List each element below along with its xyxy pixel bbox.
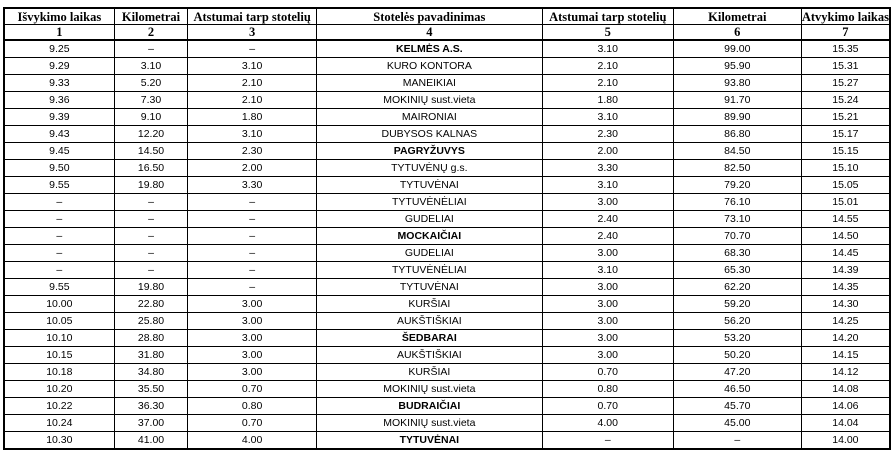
kilometers-out-cell: 12.20 xyxy=(114,126,188,143)
stop-name-cell: KURŠIAI xyxy=(316,364,542,381)
distance-back-cell: 2.00 xyxy=(542,143,673,160)
stop-name-cell: MOKINIŲ sust.vieta xyxy=(316,92,542,109)
arrival-time-cell: 14.39 xyxy=(801,262,890,279)
kilometers-back-cell: 68.30 xyxy=(673,245,801,262)
distance-out-cell: – xyxy=(188,245,317,262)
kilometers-back-cell: 56.20 xyxy=(673,313,801,330)
distance-back-cell: 3.00 xyxy=(542,194,673,211)
arrival-time-cell: 14.12 xyxy=(801,364,890,381)
distance-out-cell: 3.00 xyxy=(188,296,317,313)
distance-out-cell: 2.30 xyxy=(188,143,317,160)
distance-back-cell: 2.40 xyxy=(542,228,673,245)
departure-time-cell: 9.36 xyxy=(4,92,114,109)
stop-name-cell: AUKŠTIŠKIAI xyxy=(316,347,542,364)
distance-out-cell: – xyxy=(188,194,317,211)
departure-time-cell: 10.24 xyxy=(4,415,114,432)
kilometers-back-cell: 91.70 xyxy=(673,92,801,109)
arrival-time-cell: 14.25 xyxy=(801,313,890,330)
arrival-time-cell: 15.35 xyxy=(801,40,890,58)
distance-out-cell: 3.00 xyxy=(188,330,317,347)
arrival-time-cell: 15.10 xyxy=(801,160,890,177)
distance-back-cell: 4.00 xyxy=(542,415,673,432)
table-row xyxy=(4,262,890,279)
arrival-time-cell: 14.04 xyxy=(801,415,890,432)
departure-time-cell: 10.22 xyxy=(4,398,114,415)
stop-name-cell: MOCKAIČIAI xyxy=(316,228,542,245)
distance-out-cell: 3.00 xyxy=(188,364,317,381)
distance-out-cell: 2.00 xyxy=(188,160,317,177)
distance-out-cell: – xyxy=(188,211,317,228)
column-number: 4 xyxy=(316,25,542,41)
arrival-time-cell: 15.21 xyxy=(801,109,890,126)
departure-time-cell: 9.33 xyxy=(4,75,114,92)
table-row xyxy=(4,109,890,126)
table-row xyxy=(4,143,890,160)
distance-out-cell: 0.70 xyxy=(188,415,317,432)
distance-back-cell: 2.40 xyxy=(542,211,673,228)
stop-name-cell: GUDELIAI xyxy=(316,245,542,262)
kilometers-back-cell: 47.20 xyxy=(673,364,801,381)
kilometers-back-cell: 82.50 xyxy=(673,160,801,177)
stop-name-cell: KURO KONTORA xyxy=(316,58,542,75)
header-distance-back: Atstumai tarp stotelių xyxy=(542,8,673,25)
arrival-time-cell: 14.06 xyxy=(801,398,890,415)
distance-back-cell: 3.00 xyxy=(542,347,673,364)
distance-out-cell: – xyxy=(188,262,317,279)
stop-name-cell: MOKINIŲ sust.vieta xyxy=(316,415,542,432)
distance-out-cell: 2.10 xyxy=(188,75,317,92)
stop-name-cell: KURŠIAI xyxy=(316,296,542,313)
distance-out-cell: 0.70 xyxy=(188,381,317,398)
table-row xyxy=(4,432,890,450)
arrival-time-cell: 15.15 xyxy=(801,143,890,160)
kilometers-out-cell: 19.80 xyxy=(114,279,188,296)
kilometers-out-cell: 35.50 xyxy=(114,381,188,398)
departure-time-cell: 9.29 xyxy=(4,58,114,75)
kilometers-back-cell: 65.30 xyxy=(673,262,801,279)
stop-name-cell: TYTUVĖNĖLIAI xyxy=(316,262,542,279)
departure-time-cell: 9.55 xyxy=(4,177,114,194)
table-row xyxy=(4,245,890,262)
arrival-time-cell: 15.27 xyxy=(801,75,890,92)
table-row xyxy=(4,160,890,177)
distance-out-cell: 3.00 xyxy=(188,347,317,364)
table-row xyxy=(4,330,890,347)
kilometers-back-cell: – xyxy=(673,432,801,450)
distance-out-cell: 0.80 xyxy=(188,398,317,415)
distance-out-cell: 3.00 xyxy=(188,313,317,330)
timetable xyxy=(3,7,891,450)
departure-time-cell: 9.55 xyxy=(4,279,114,296)
arrival-time-cell: 15.17 xyxy=(801,126,890,143)
kilometers-out-cell: – xyxy=(114,245,188,262)
distance-back-cell: 1.80 xyxy=(542,92,673,109)
distance-out-cell: – xyxy=(188,279,317,296)
arrival-time-cell: 14.35 xyxy=(801,279,890,296)
kilometers-back-cell: 86.80 xyxy=(673,126,801,143)
arrival-time-cell: 15.05 xyxy=(801,177,890,194)
distance-out-cell: 3.30 xyxy=(188,177,317,194)
table-row xyxy=(4,75,890,92)
kilometers-back-cell: 73.10 xyxy=(673,211,801,228)
kilometers-out-cell: 37.00 xyxy=(114,415,188,432)
kilometers-out-cell: 14.50 xyxy=(114,143,188,160)
kilometers-out-cell: 31.80 xyxy=(114,347,188,364)
stop-name-cell: TYTUVĖNŲ g.s. xyxy=(316,160,542,177)
column-number: 2 xyxy=(114,25,188,41)
distance-back-cell: 3.00 xyxy=(542,279,673,296)
distance-back-cell: 0.80 xyxy=(542,381,673,398)
kilometers-back-cell: 45.00 xyxy=(673,415,801,432)
distance-out-cell: 1.80 xyxy=(188,109,317,126)
kilometers-out-cell: – xyxy=(114,262,188,279)
kilometers-back-cell: 45.70 xyxy=(673,398,801,415)
table-row xyxy=(4,177,890,194)
column-number: 6 xyxy=(673,25,801,41)
stop-name-cell: TYTUVĖNĖLIAI xyxy=(316,194,542,211)
distance-back-cell: 2.30 xyxy=(542,126,673,143)
column-number: 7 xyxy=(801,25,890,41)
kilometers-back-cell: 79.20 xyxy=(673,177,801,194)
distance-back-cell: 3.00 xyxy=(542,313,673,330)
distance-out-cell: – xyxy=(188,228,317,245)
kilometers-back-cell: 46.50 xyxy=(673,381,801,398)
kilometers-back-cell: 50.20 xyxy=(673,347,801,364)
kilometers-back-cell: 53.20 xyxy=(673,330,801,347)
distance-back-cell: 3.10 xyxy=(542,109,673,126)
stop-name-cell: KELMĖS A.S. xyxy=(316,40,542,58)
table-header xyxy=(4,8,890,40)
departure-time-cell: – xyxy=(4,262,114,279)
header-row xyxy=(4,8,890,25)
header-arrival-time: Atvykimo laikas xyxy=(801,9,889,24)
kilometers-back-cell: 76.10 xyxy=(673,194,801,211)
stop-name-cell: MAIRONIAI xyxy=(316,109,542,126)
stop-name-cell: ŠEDBARAI xyxy=(316,330,542,347)
distance-back-cell: 3.30 xyxy=(542,160,673,177)
kilometers-out-cell: 36.30 xyxy=(114,398,188,415)
arrival-time-cell: 15.01 xyxy=(801,194,890,211)
table-row xyxy=(4,40,890,58)
arrival-time-cell: 14.30 xyxy=(801,296,890,313)
departure-time-cell: 10.30 xyxy=(4,432,114,450)
distance-back-cell: 3.10 xyxy=(542,40,673,58)
arrival-time-cell: 15.31 xyxy=(801,58,890,75)
arrival-time-cell: 14.55 xyxy=(801,211,890,228)
distance-back-cell: 2.10 xyxy=(542,58,673,75)
arrival-time-cell: 14.15 xyxy=(801,347,890,364)
arrival-time-cell: 15.24 xyxy=(801,92,890,109)
arrival-time-cell: 14.45 xyxy=(801,245,890,262)
stop-name-cell: DUBYSOS KALNAS xyxy=(316,126,542,143)
departure-time-cell: 10.10 xyxy=(4,330,114,347)
table-row xyxy=(4,279,890,296)
column-number: 1 xyxy=(4,25,114,41)
stop-name-cell: GUDELIAI xyxy=(316,211,542,228)
stop-name-cell: AUKŠTIŠKIAI xyxy=(316,313,542,330)
distance-back-cell: 0.70 xyxy=(542,398,673,415)
kilometers-out-cell: – xyxy=(114,228,188,245)
stop-name-cell: MANEIKIAI xyxy=(316,75,542,92)
header-kilometers-back: Kilometrai xyxy=(673,8,801,25)
column-number-row xyxy=(4,25,890,41)
kilometers-out-cell: 22.80 xyxy=(114,296,188,313)
header-kilometers-out: Kilometrai xyxy=(114,8,188,25)
distance-back-cell: 2.10 xyxy=(542,75,673,92)
header-departure-time: Išvykimo laikas xyxy=(4,8,114,25)
kilometers-out-cell: 41.00 xyxy=(114,432,188,450)
table-row xyxy=(4,194,890,211)
kilometers-back-cell: 62.20 xyxy=(673,279,801,296)
table-row xyxy=(4,296,890,313)
departure-time-cell: 10.20 xyxy=(4,381,114,398)
distance-out-cell: – xyxy=(188,40,317,58)
table-row xyxy=(4,313,890,330)
header-distance-out: Atstumai tarp stotelių xyxy=(188,8,317,25)
header-stop-name: Stotelės pavadinimas xyxy=(316,8,542,25)
stop-name-cell: BUDRAIČIAI xyxy=(316,398,542,415)
departure-time-cell: 9.43 xyxy=(4,126,114,143)
column-number: 5 xyxy=(542,25,673,41)
kilometers-back-cell: 84.50 xyxy=(673,143,801,160)
kilometers-out-cell: – xyxy=(114,194,188,211)
kilometers-out-cell: 34.80 xyxy=(114,364,188,381)
arrival-time-cell: 14.08 xyxy=(801,381,890,398)
distance-back-cell: 0.70 xyxy=(542,364,673,381)
kilometers-out-cell: – xyxy=(114,211,188,228)
column-number: 3 xyxy=(188,25,317,41)
table-row xyxy=(4,126,890,143)
stop-name-cell: MOKINIŲ sust.vieta xyxy=(316,381,542,398)
kilometers-out-cell: 3.10 xyxy=(114,58,188,75)
distance-back-cell: 3.00 xyxy=(542,296,673,313)
table-row xyxy=(4,92,890,109)
table-row xyxy=(4,228,890,245)
kilometers-out-cell: 7.30 xyxy=(114,92,188,109)
kilometers-back-cell: 95.90 xyxy=(673,58,801,75)
kilometers-back-cell: 59.20 xyxy=(673,296,801,313)
distance-back-cell: 3.00 xyxy=(542,330,673,347)
kilometers-back-cell: 89.90 xyxy=(673,109,801,126)
departure-time-cell: – xyxy=(4,194,114,211)
kilometers-out-cell: 19.80 xyxy=(114,177,188,194)
kilometers-back-cell: 70.70 xyxy=(673,228,801,245)
arrival-time-cell: 14.00 xyxy=(801,432,890,450)
distance-back-cell: 3.00 xyxy=(542,245,673,262)
departure-time-cell: 10.15 xyxy=(4,347,114,364)
kilometers-back-cell: 99.00 xyxy=(673,40,801,58)
arrival-time-cell: 14.50 xyxy=(801,228,890,245)
arrival-time-cell: 14.20 xyxy=(801,330,890,347)
table-row xyxy=(4,211,890,228)
table-row xyxy=(4,398,890,415)
stop-name-cell: TYTUVĖNAI xyxy=(316,432,542,450)
table-row xyxy=(4,415,890,432)
stop-name-cell: PAGRYŽUVYS xyxy=(316,143,542,160)
distance-back-cell: 3.10 xyxy=(542,262,673,279)
distance-out-cell: 3.10 xyxy=(188,58,317,75)
distance-back-cell: – xyxy=(542,432,673,450)
departure-time-cell: – xyxy=(4,211,114,228)
departure-time-cell: – xyxy=(4,245,114,262)
departure-time-cell: 9.45 xyxy=(4,143,114,160)
table-body xyxy=(4,40,890,449)
kilometers-out-cell: – xyxy=(114,40,188,58)
departure-time-cell: 10.05 xyxy=(4,313,114,330)
kilometers-out-cell: 28.80 xyxy=(114,330,188,347)
distance-out-cell: 3.10 xyxy=(188,126,317,143)
departure-time-cell: 10.00 xyxy=(4,296,114,313)
kilometers-out-cell: 5.20 xyxy=(114,75,188,92)
table-row xyxy=(4,364,890,381)
distance-out-cell: 4.00 xyxy=(188,432,317,450)
table-row xyxy=(4,58,890,75)
departure-time-cell: – xyxy=(4,228,114,245)
distance-back-cell: 3.10 xyxy=(542,177,673,194)
kilometers-out-cell: 9.10 xyxy=(114,109,188,126)
kilometers-back-cell: 93.80 xyxy=(673,75,801,92)
stop-name-cell: TYTUVĖNAI xyxy=(316,177,542,194)
table-row xyxy=(4,347,890,364)
kilometers-out-cell: 16.50 xyxy=(114,160,188,177)
departure-time-cell: 9.50 xyxy=(4,160,114,177)
distance-out-cell: 2.10 xyxy=(188,92,317,109)
departure-time-cell: 9.25 xyxy=(4,40,114,58)
departure-time-cell: 10.18 xyxy=(4,364,114,381)
departure-time-cell: 9.39 xyxy=(4,109,114,126)
table-row xyxy=(4,381,890,398)
stop-name-cell: TYTUVĖNAI xyxy=(316,279,542,296)
kilometers-out-cell: 25.80 xyxy=(114,313,188,330)
